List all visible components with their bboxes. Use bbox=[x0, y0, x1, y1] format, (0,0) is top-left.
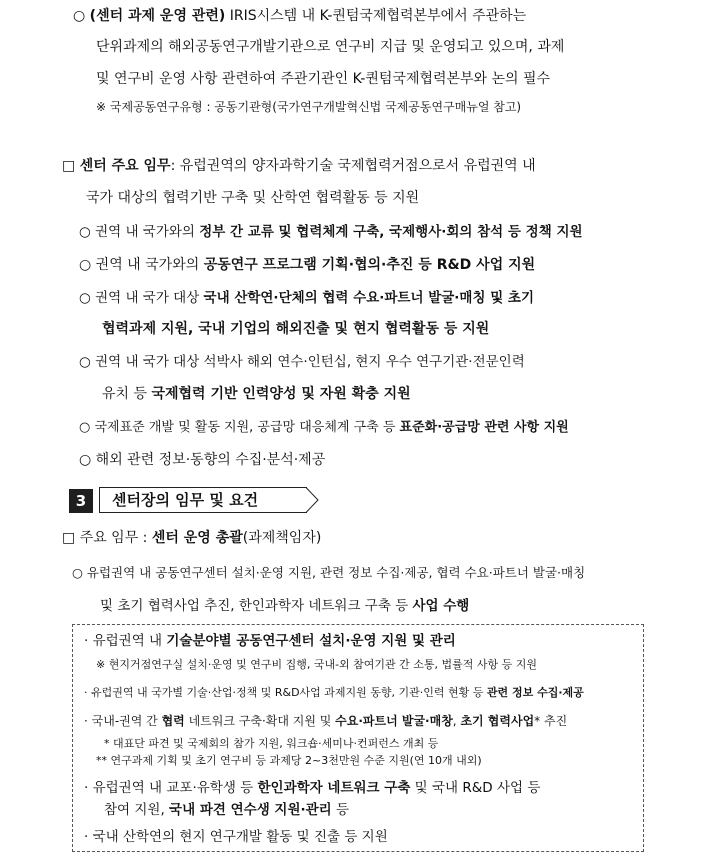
circle-bullet: ○ bbox=[79, 257, 92, 273]
section-number: 3 bbox=[69, 489, 93, 513]
box-item-5 bbox=[84, 827, 388, 847]
square-bullet: □ bbox=[62, 530, 76, 546]
heading-phrase: (센터 과제 운영 관련) bbox=[89, 8, 226, 24]
box-item-4-line-2 bbox=[104, 800, 349, 820]
box-text: , bbox=[452, 714, 461, 728]
box-text: 유럽권역 내 bbox=[92, 633, 167, 649]
circle-bullet: ○ bbox=[79, 354, 91, 370]
box-bold: 수요·파트너 발굴·매창 bbox=[335, 714, 453, 728]
box-bold: 관련 정보 수집·제공 bbox=[486, 686, 584, 699]
dot-bullet: · bbox=[84, 829, 89, 845]
section-title: 센터장의 임무 및 요건 bbox=[112, 491, 259, 509]
box-bold: 기술분야별 공동연구센터 설치·운영 지원 및 관리 bbox=[166, 633, 456, 649]
leader-duties-line bbox=[62, 528, 321, 548]
duties-header-line-2: 국가 대상의 협력기반 구축 및 산학연 협력활동 등 지원 bbox=[86, 190, 420, 206]
box-item-1 bbox=[84, 631, 456, 651]
body-text: IRIS시스템 내 K-퀀텀국제협력본부에서 주관하는 bbox=[225, 8, 527, 24]
duty-bold: 공동연구 프로그램 기획·협의·추진 등 R&D 사업 지원 bbox=[203, 257, 536, 273]
duty-text: 유치 등 bbox=[102, 386, 152, 402]
dot-bullet: · bbox=[84, 686, 88, 699]
duties-text: : 유럽권역의 양자과학기술 국제협력거점으로서 유럽권역 내 bbox=[170, 158, 536, 174]
dot-bullet: · bbox=[84, 714, 88, 728]
duty-text: 권역 내 국가 대상 bbox=[95, 290, 204, 306]
leader-text: 주요 임무 : bbox=[79, 530, 152, 546]
box-text: * 추진 bbox=[534, 714, 568, 728]
leader-item-bold: 사업 수행 bbox=[412, 598, 470, 614]
duty-text: 국제표준 개발 및 활동 지원, 공급망 대응체계 구축 등 bbox=[94, 420, 400, 435]
box-text: 등 bbox=[331, 802, 350, 818]
square-bullet: □ bbox=[62, 158, 76, 174]
box-bold: 국내 파견 연수생 지원·관리 bbox=[169, 802, 332, 818]
top-line-3: 및 연구비 운영 사항 관련하여 주관기관인 K-퀀텀국제협력본부와 논의 필수 bbox=[96, 71, 551, 87]
duty-text: 해외 관련 정보·동향의 수집·분석·제공 bbox=[95, 452, 326, 468]
box-note-3: ** 연구과제 기획 및 초기 연구비 등 과제당 2~3천만원 수준 지원(연 10개 내외) bbox=[96, 754, 482, 767]
duties-header-line-1 bbox=[62, 156, 536, 176]
duty-item-4 bbox=[79, 352, 525, 372]
duty-item-4-line-2 bbox=[102, 384, 411, 404]
box-text: 유럽권역 내 교포·유학생 등 bbox=[92, 780, 258, 796]
duty-item-3 bbox=[79, 288, 534, 308]
duty-bold: 표준화·공급망 관련 사항 지원 bbox=[399, 420, 569, 435]
duty-text: 권역 내 국가와의 bbox=[95, 257, 204, 273]
box-text: 참여 지원, bbox=[104, 802, 170, 818]
circle-bullet: ○ bbox=[79, 452, 92, 468]
duty-item-1 bbox=[79, 222, 583, 242]
box-text: 국내-권역 간 bbox=[91, 714, 162, 728]
box-text: 유럽권역 내 국가별 기술·산업·정책 및 R&D사업 과제지원 동향, 기관·인력 현황 등 bbox=[91, 686, 487, 699]
circle-bullet: ○ bbox=[79, 420, 91, 435]
box-item-3 bbox=[84, 711, 567, 731]
circle-bullet: ○ bbox=[72, 565, 83, 580]
top-line-2: 단위과제의 해외공동연구개발기관으로 연구비 지급 및 운영되고 있으며, 과제 bbox=[96, 39, 565, 55]
leader-item-text: 유럽권역 내 공동연구센터 설치·운영 지원, 관련 정보 수집·제공, 협력 수요·파트너 발굴·매칭 bbox=[86, 565, 586, 580]
dot-bullet: · bbox=[84, 780, 89, 796]
note-mark: ※ bbox=[96, 100, 107, 114]
box-text: 및 국내 R&D 사업 등 bbox=[410, 780, 541, 796]
note-text: 국제공동연구유형 : 공동기관형(국가연구개발혁신법 국제공동연구매뉴얼 참고) bbox=[109, 100, 522, 114]
top-note bbox=[96, 99, 521, 115]
box-note-1: ※ 현지거점연구실 설치·운영 및 연구비 집행, 국내-외 참여기관 간 소통, 법률적 사항 등 지원 bbox=[96, 658, 538, 671]
duty-text: 권역 내 국가와의 bbox=[95, 224, 200, 240]
box-bold: 협력 bbox=[161, 714, 185, 728]
duty-item-6 bbox=[79, 450, 325, 470]
box-text: 국내 산학연의 현지 연구개발 활동 및 진출 등 지원 bbox=[92, 829, 388, 845]
duty-text: 권역 내 국가 대상 석박사 해외 연수·인턴십, 현지 우수 연구기관·전문인력 bbox=[95, 354, 525, 370]
top-line-1 bbox=[73, 6, 526, 26]
leader-rest: (과제책임자) bbox=[242, 530, 322, 546]
leader-item-text: 및 초기 협력사업 추진, 한인과학자 네트워크 구축 등 bbox=[100, 598, 413, 614]
leader-bold: 센터 운영 총괄 bbox=[151, 530, 243, 546]
duties-title: 센터 주요 임무 bbox=[79, 158, 171, 174]
leader-item-line-2 bbox=[100, 596, 469, 616]
box-bold: 초기 협력사업 bbox=[460, 714, 535, 728]
circle-bullet: ○ bbox=[79, 224, 91, 240]
box-item-2 bbox=[84, 683, 584, 703]
leader-item-line-1 bbox=[72, 563, 585, 583]
box-bold: 한인과학자 네트워크 구축 bbox=[257, 780, 411, 796]
tab-corner-icon bbox=[293, 487, 319, 513]
duty-item-5 bbox=[79, 418, 569, 438]
box-note-2: * 대표단 파견 및 국제회의 참가 지원, 워크숍·세미나·컨퍼런스 개최 등 bbox=[104, 737, 439, 750]
box-text: 네트워크 구축·확대 지원 및 bbox=[184, 714, 336, 728]
duty-bold: 국제협력 기반 인력양성 및 자원 확충 지원 bbox=[151, 386, 411, 402]
section-title-box bbox=[99, 487, 307, 513]
dot-bullet: · bbox=[84, 633, 89, 649]
circle-bullet: ○ bbox=[73, 8, 86, 24]
duty-item-3-line-2: 협력과제 지원, 국내 기업의 해외진출 및 현지 협력활동 등 지원 bbox=[102, 321, 490, 337]
box-item-4 bbox=[84, 778, 540, 798]
circle-bullet: ○ bbox=[79, 290, 91, 306]
duty-bold: 정부 간 교류 및 협력체계 구축, 국제행사·회의 참석 등 정책 지원 bbox=[199, 224, 583, 240]
duty-item-2 bbox=[79, 255, 535, 275]
duty-bold: 국내 산학연·단체의 협력 수요·파트너 발굴·매칭 및 초기 bbox=[203, 290, 535, 306]
